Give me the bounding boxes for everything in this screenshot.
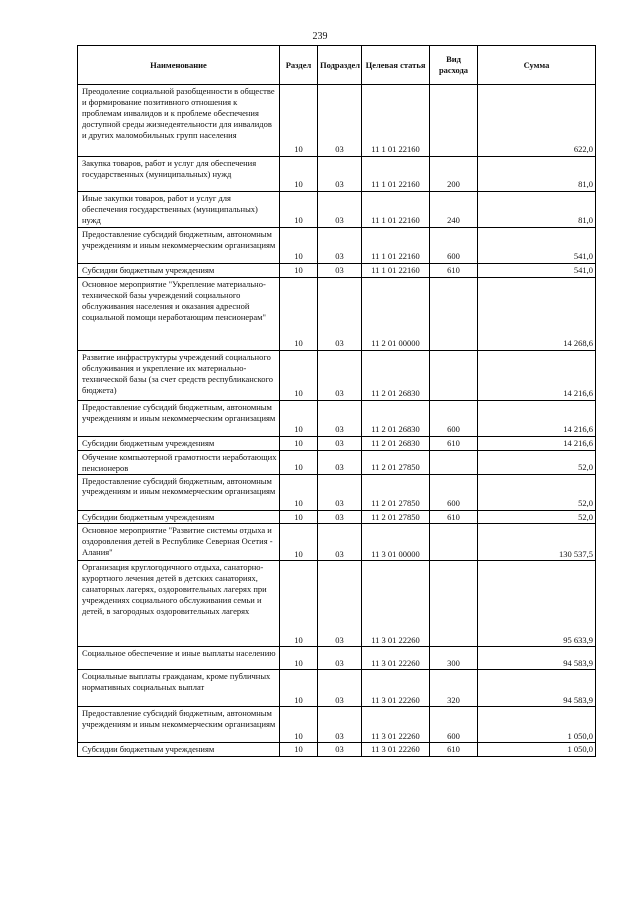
cell-type [430,561,478,647]
cell-subsection: 03 [318,647,362,670]
header-subsection: Подраздел [318,46,362,85]
header-name: Наименование [78,46,280,85]
cell-target: 11 2 01 26830 [362,436,430,450]
cell-subsection: 03 [318,350,362,400]
cell-sum: 622,0 [478,85,596,157]
cell-type: 600 [430,400,478,436]
cell-target: 11 2 01 27850 [362,450,430,474]
cell-subsection: 03 [318,264,362,278]
cell-section: 10 [280,707,318,743]
cell-subsection: 03 [318,192,362,228]
cell-target: 11 2 01 26830 [362,350,430,400]
cell-subsection: 03 [318,670,362,707]
cell-target: 11 2 01 27850 [362,474,430,510]
table-row [78,510,596,524]
cell-type [430,277,478,350]
cell-sum: 541,0 [478,228,596,264]
table-row [78,524,596,561]
cell-sum: 52,0 [478,450,596,474]
cell-target: 11 2 01 00000 [362,277,430,350]
table-row [78,450,596,474]
cell-target: 11 3 01 22260 [362,707,430,743]
cell-name: Преодоление социальной разобщенности в обществе и формирование позитивного отношения к проблемам инвалидов и к проблеме обеспечения доступной среды жизнедеятельности для инвалидов и других маломобильных групп населения [78,85,280,157]
cell-subsection: 03 [318,157,362,192]
cell-type [430,350,478,400]
cell-type: 600 [430,474,478,510]
cell-target: 11 3 01 22260 [362,670,430,707]
table-row [78,561,596,647]
cell-target: 11 3 01 22260 [362,743,430,757]
cell-section: 10 [280,85,318,157]
cell-sum: 95 633,9 [478,561,596,647]
cell-sum: 81,0 [478,192,596,228]
cell-section: 10 [280,264,318,278]
cell-subsection: 03 [318,400,362,436]
cell-type: 200 [430,157,478,192]
table-row [78,474,596,510]
cell-target: 11 3 01 22260 [362,647,430,670]
cell-section: 10 [280,524,318,561]
cell-name: Субсидии бюджетным учреждениям [78,743,280,757]
cell-type: 600 [430,228,478,264]
cell-name: Организация круглогодичного отдыха, санаторно-курортного лечения детей в детских санаториях, санаторных лагерях, оздоровительных лагерях при учреждениях социального обслуживания семьи и детей, в загородных оздоровительных лагерях [78,561,280,647]
cell-sum: 14 216,6 [478,400,596,436]
cell-type [430,450,478,474]
table-header-row [78,46,596,85]
cell-name: Предоставление субсидий бюджетным, автономным учреждениям и иным некоммерческим организациям [78,707,280,743]
cell-section: 10 [280,561,318,647]
table-body [78,85,596,757]
cell-sum: 1 050,0 [478,707,596,743]
table-row [78,264,596,278]
header-type: Вид расхода [430,46,478,85]
cell-subsection: 03 [318,743,362,757]
cell-subsection: 03 [318,85,362,157]
table-row [78,192,596,228]
cell-sum: 541,0 [478,264,596,278]
cell-name: Иные закупки товаров, работ и услуг для обеспечения государственных (муниципальных) нужд [78,192,280,228]
cell-sum: 52,0 [478,474,596,510]
cell-section: 10 [280,400,318,436]
cell-subsection: 03 [318,707,362,743]
cell-sum: 94 583,9 [478,647,596,670]
cell-section: 10 [280,474,318,510]
cell-subsection: 03 [318,436,362,450]
cell-sum: 14 216,6 [478,350,596,400]
table-row [78,670,596,707]
table-row [78,277,596,350]
cell-name: Основное мероприятие "Укрепление материально-технической базы учреждений социального обслуживания населения и оказания адресной социальной помощи неработающим пенсионерам" [78,277,280,350]
cell-section: 10 [280,670,318,707]
cell-name: Социальное обеспечение и иные выплаты населению [78,647,280,670]
cell-name: Предоставление субсидий бюджетным, автономным учреждениям и иным некоммерческим организациям [78,400,280,436]
cell-name: Предоставление субсидий бюджетным, автономным учреждениям и иным некоммерческим организациям [78,474,280,510]
cell-subsection: 03 [318,450,362,474]
cell-type: 610 [430,436,478,450]
cell-name: Субсидии бюджетным учреждениям [78,510,280,524]
cell-type: 320 [430,670,478,707]
cell-target: 11 3 01 22260 [362,561,430,647]
cell-name: Предоставление субсидий бюджетным, автономным учреждениям и иным некоммерческим организациям [78,228,280,264]
cell-name: Обучение компьютерной грамотности неработающих пенсионеров [78,450,280,474]
cell-target: 11 3 01 00000 [362,524,430,561]
cell-sum: 94 583,9 [478,670,596,707]
cell-subsection: 03 [318,510,362,524]
cell-subsection: 03 [318,228,362,264]
cell-target: 11 1 01 22160 [362,157,430,192]
cell-type: 300 [430,647,478,670]
cell-section: 10 [280,157,318,192]
cell-name: Закупка товаров, работ и услуг для обеспечения государственных (муниципальных) нужд [78,157,280,192]
budget-table [77,45,596,757]
table-row [78,350,596,400]
cell-sum: 1 050,0 [478,743,596,757]
cell-sum: 14 268,6 [478,277,596,350]
table-row [78,228,596,264]
cell-subsection: 03 [318,474,362,510]
table-row [78,157,596,192]
table-row [78,436,596,450]
cell-section: 10 [280,277,318,350]
cell-section: 10 [280,228,318,264]
cell-target: 11 2 01 27850 [362,510,430,524]
cell-type: 600 [430,707,478,743]
table-row [78,743,596,757]
cell-name: Субсидии бюджетным учреждениям [78,436,280,450]
cell-target: 11 1 01 22160 [362,85,430,157]
cell-sum: 52,0 [478,510,596,524]
cell-sum: 14 216,6 [478,436,596,450]
page-number: 239 [312,31,328,42]
cell-target: 11 1 01 22160 [362,264,430,278]
table-row [78,647,596,670]
cell-target: 11 1 01 22160 [362,192,430,228]
cell-subsection: 03 [318,561,362,647]
table-row [78,400,596,436]
header-section: Раздел [280,46,318,85]
cell-sum: 130 537,5 [478,524,596,561]
table-row [78,707,596,743]
table-row [78,85,596,157]
cell-name: Субсидии бюджетным учреждениям [78,264,280,278]
header-target: Целевая статья [362,46,430,85]
cell-type [430,85,478,157]
cell-section: 10 [280,436,318,450]
cell-section: 10 [280,510,318,524]
cell-type: 610 [430,510,478,524]
cell-section: 10 [280,350,318,400]
cell-subsection: 03 [318,277,362,350]
cell-type: 610 [430,264,478,278]
cell-name: Основное мероприятие "Развитие системы отдыха и оздоровления детей в Республике Северная Осетия - Алания" [78,524,280,561]
cell-type [430,524,478,561]
cell-type: 240 [430,192,478,228]
header-sum: Сумма [478,46,596,85]
cell-section: 10 [280,647,318,670]
cell-target: 11 1 01 22160 [362,228,430,264]
cell-name: Развитие инфраструктуры учреждений социального обслуживания и укрепление их материально-технической базы (за счет средств республиканского бюджета) [78,350,280,400]
cell-section: 10 [280,450,318,474]
cell-subsection: 03 [318,524,362,561]
cell-sum: 81,0 [478,157,596,192]
cell-target: 11 2 01 26830 [362,400,430,436]
cell-type: 610 [430,743,478,757]
cell-name: Социальные выплаты гражданам, кроме публичных нормативных социальных выплат [78,670,280,707]
cell-section: 10 [280,192,318,228]
cell-section: 10 [280,743,318,757]
